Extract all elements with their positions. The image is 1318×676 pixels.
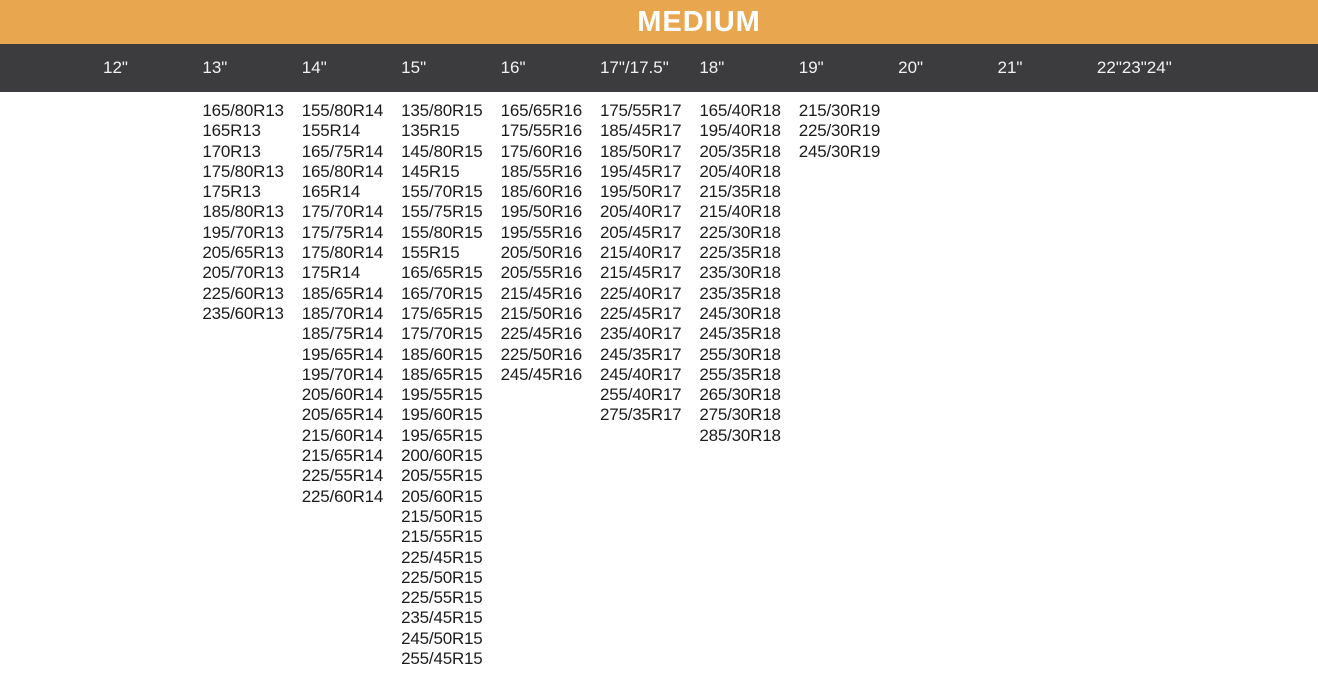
tire-size: 245/35R18 — [699, 324, 781, 344]
wheel-size-header: 18" — [699, 58, 725, 77]
tire-size: 175/55R16 — [500, 121, 582, 141]
tire-size: 215/50R15 — [401, 506, 483, 526]
tire-size: 235/45R15 — [401, 608, 483, 628]
tire-size: 185/70R14 — [301, 303, 384, 323]
tire-size: 205/65R13 — [202, 243, 284, 263]
tire-size: 175R14 — [301, 263, 361, 283]
tire-size: 195/55R15 — [401, 385, 483, 405]
tire-size: 155R15 — [401, 243, 460, 263]
tire-size: 205/70R13 — [202, 263, 284, 283]
tire-size: 135R15 — [401, 121, 460, 141]
tire-size: 225/35R18 — [699, 243, 781, 263]
tire-size: 165/80R14 — [301, 161, 384, 181]
tire-size: 155/75R15 — [401, 202, 483, 222]
tire-size: 225/30R19 — [798, 121, 881, 141]
tire-size: 195/40R18 — [699, 121, 781, 141]
wheel-size-header: 12" — [103, 58, 128, 77]
tire-size-column — [199, 101, 298, 324]
tire-size: 205/60R15 — [401, 486, 483, 506]
tire-size: 185/55R16 — [500, 161, 582, 181]
tire-size-column — [398, 101, 497, 669]
tire-size: 175/60R16 — [500, 141, 582, 161]
tire-size: 255/40R17 — [599, 385, 682, 405]
tire-size: 195/45R17 — [599, 161, 682, 181]
wheel-diameter-header-row — [0, 44, 1318, 92]
tire-size: 205/40R18 — [699, 161, 781, 181]
tire-size: 225/55R15 — [401, 588, 483, 608]
tire-size: 195/70R13 — [202, 222, 284, 242]
tire-size: 195/50R16 — [500, 202, 582, 222]
tire-size: 165R13 — [202, 121, 261, 141]
tire-size: 165/70R15 — [401, 283, 483, 303]
tire-size: 205/55R15 — [401, 466, 483, 486]
tire-size: 265/30R18 — [699, 385, 781, 405]
wheel-size-header: 20" — [898, 58, 924, 77]
tire-size: 215/30R19 — [798, 101, 881, 120]
tire-size-column — [498, 101, 597, 385]
tire-size: 155R14 — [301, 121, 361, 141]
tire-size: 225/40R17 — [599, 283, 682, 303]
tire-size-column — [597, 101, 696, 426]
tire-size: 165/40R18 — [699, 101, 781, 120]
wheel-size-header: 19" — [798, 58, 824, 77]
tire-size: 195/65R14 — [301, 344, 384, 364]
tire-size: 195/60R15 — [401, 405, 483, 425]
tire-size: 215/40R18 — [699, 202, 781, 222]
tire-size-column — [696, 101, 795, 446]
tire-size: 275/35R17 — [599, 405, 682, 425]
tire-size: 225/45R17 — [599, 303, 682, 323]
tire-size: 195/50R17 — [599, 182, 682, 202]
tire-size: 175/80R13 — [202, 161, 284, 181]
tire-size: 205/40R17 — [599, 202, 682, 222]
tire-size-column — [299, 101, 398, 507]
tire-size: 255/35R18 — [699, 364, 781, 384]
tire-size: 175R13 — [202, 182, 261, 202]
tire-size: 165/75R14 — [301, 141, 384, 161]
tire-size: 215/45R17 — [599, 263, 682, 283]
tire-size: 155/80R14 — [301, 101, 384, 120]
tire-size: 165/65R15 — [401, 263, 483, 283]
tire-size: 170R13 — [202, 141, 261, 161]
tire-size: 185/75R14 — [301, 324, 384, 344]
tire-size: 225/60R13 — [202, 283, 284, 303]
tire-size: 185/80R13 — [202, 202, 284, 222]
tire-size: 225/45R15 — [401, 547, 483, 567]
tire-size: 185/65R14 — [301, 283, 384, 303]
tire-size: 185/60R15 — [401, 344, 483, 364]
tire-size: 225/50R15 — [401, 567, 483, 587]
tire-size: 155/70R15 — [401, 182, 483, 202]
tire-size: 145R15 — [401, 161, 460, 181]
tire-size: 175/70R15 — [401, 324, 483, 344]
wheel-size-header: 13" — [202, 58, 228, 77]
tire-size: 175/70R14 — [301, 202, 384, 222]
wheel-size-header: 22"23"24" — [1096, 58, 1172, 77]
tire-size: 225/45R16 — [500, 324, 582, 344]
tire-size-columns — [0, 92, 1318, 669]
tire-size: 175/75R14 — [301, 222, 384, 242]
tire-size: 185/50R17 — [599, 141, 682, 161]
tire-size: 135/80R15 — [401, 101, 483, 120]
tire-size: 215/45R16 — [500, 283, 582, 303]
tire-size: 235/40R17 — [599, 324, 682, 344]
tire-size: 175/65R15 — [401, 303, 483, 323]
wheel-size-header: 17"/17.5" — [599, 58, 669, 77]
tire-size: 205/35R18 — [699, 141, 781, 161]
tire-size: 215/40R17 — [599, 243, 682, 263]
tire-size: 235/60R13 — [202, 303, 284, 323]
tire-size: 215/65R14 — [301, 446, 384, 466]
tire-size: 175/80R14 — [301, 243, 384, 263]
wheel-size-header: 21" — [997, 58, 1023, 77]
tire-size: 245/35R17 — [599, 344, 682, 364]
tire-size: 205/45R17 — [599, 222, 682, 242]
tire-size: 185/65R15 — [401, 364, 483, 384]
tire-size: 255/30R18 — [699, 344, 781, 364]
tire-size: 245/30R18 — [699, 303, 781, 323]
tire-size: 165/80R13 — [202, 101, 284, 120]
tire-size: 145/80R15 — [401, 141, 483, 161]
tire-size: 225/55R14 — [301, 466, 384, 486]
tire-size: 205/50R16 — [500, 243, 582, 263]
tire-size: 165R14 — [301, 182, 361, 202]
tire-size: 235/35R18 — [699, 283, 781, 303]
tire-size: 235/30R18 — [699, 263, 781, 283]
tire-size: 215/35R18 — [699, 182, 781, 202]
tire-size: 275/30R18 — [699, 405, 781, 425]
tire-size: 185/60R16 — [500, 182, 582, 202]
tire-size: 245/50R15 — [401, 628, 483, 648]
tire-size: 200/60R15 — [401, 446, 483, 466]
tire-size: 255/45R15 — [401, 649, 483, 669]
size-category-banner — [0, 0, 1318, 44]
page-title: MEDIUM — [637, 5, 761, 38]
tire-size: 165/65R16 — [500, 101, 582, 120]
tire-size: 205/65R14 — [301, 405, 384, 425]
tire-size: 195/65R15 — [401, 425, 483, 445]
tire-size: 285/30R18 — [699, 425, 781, 445]
tire-size: 175/55R17 — [599, 101, 682, 120]
tire-size: 155/80R15 — [401, 222, 483, 242]
tire-size: 205/60R14 — [301, 385, 384, 405]
wheel-size-header: 14" — [301, 58, 327, 77]
wheel-size-header: 16" — [500, 58, 526, 77]
tire-size: 225/30R18 — [699, 222, 781, 242]
tire-size: 225/50R16 — [500, 344, 582, 364]
tire-size: 225/60R14 — [301, 486, 384, 506]
tire-size: 185/45R17 — [599, 121, 682, 141]
tire-size-column — [796, 101, 895, 162]
tire-size: 215/50R16 — [500, 303, 582, 323]
tire-size: 245/30R19 — [798, 141, 881, 161]
tire-size: 245/40R17 — [599, 364, 682, 384]
tire-size: 215/60R14 — [301, 425, 384, 445]
tire-size: 195/70R14 — [301, 364, 384, 384]
tire-size: 245/45R16 — [500, 364, 582, 384]
wheel-size-header: 15" — [401, 58, 427, 77]
tire-size: 205/55R16 — [500, 263, 582, 283]
tire-size: 195/55R16 — [500, 222, 582, 242]
tire-size: 215/55R15 — [401, 527, 483, 547]
